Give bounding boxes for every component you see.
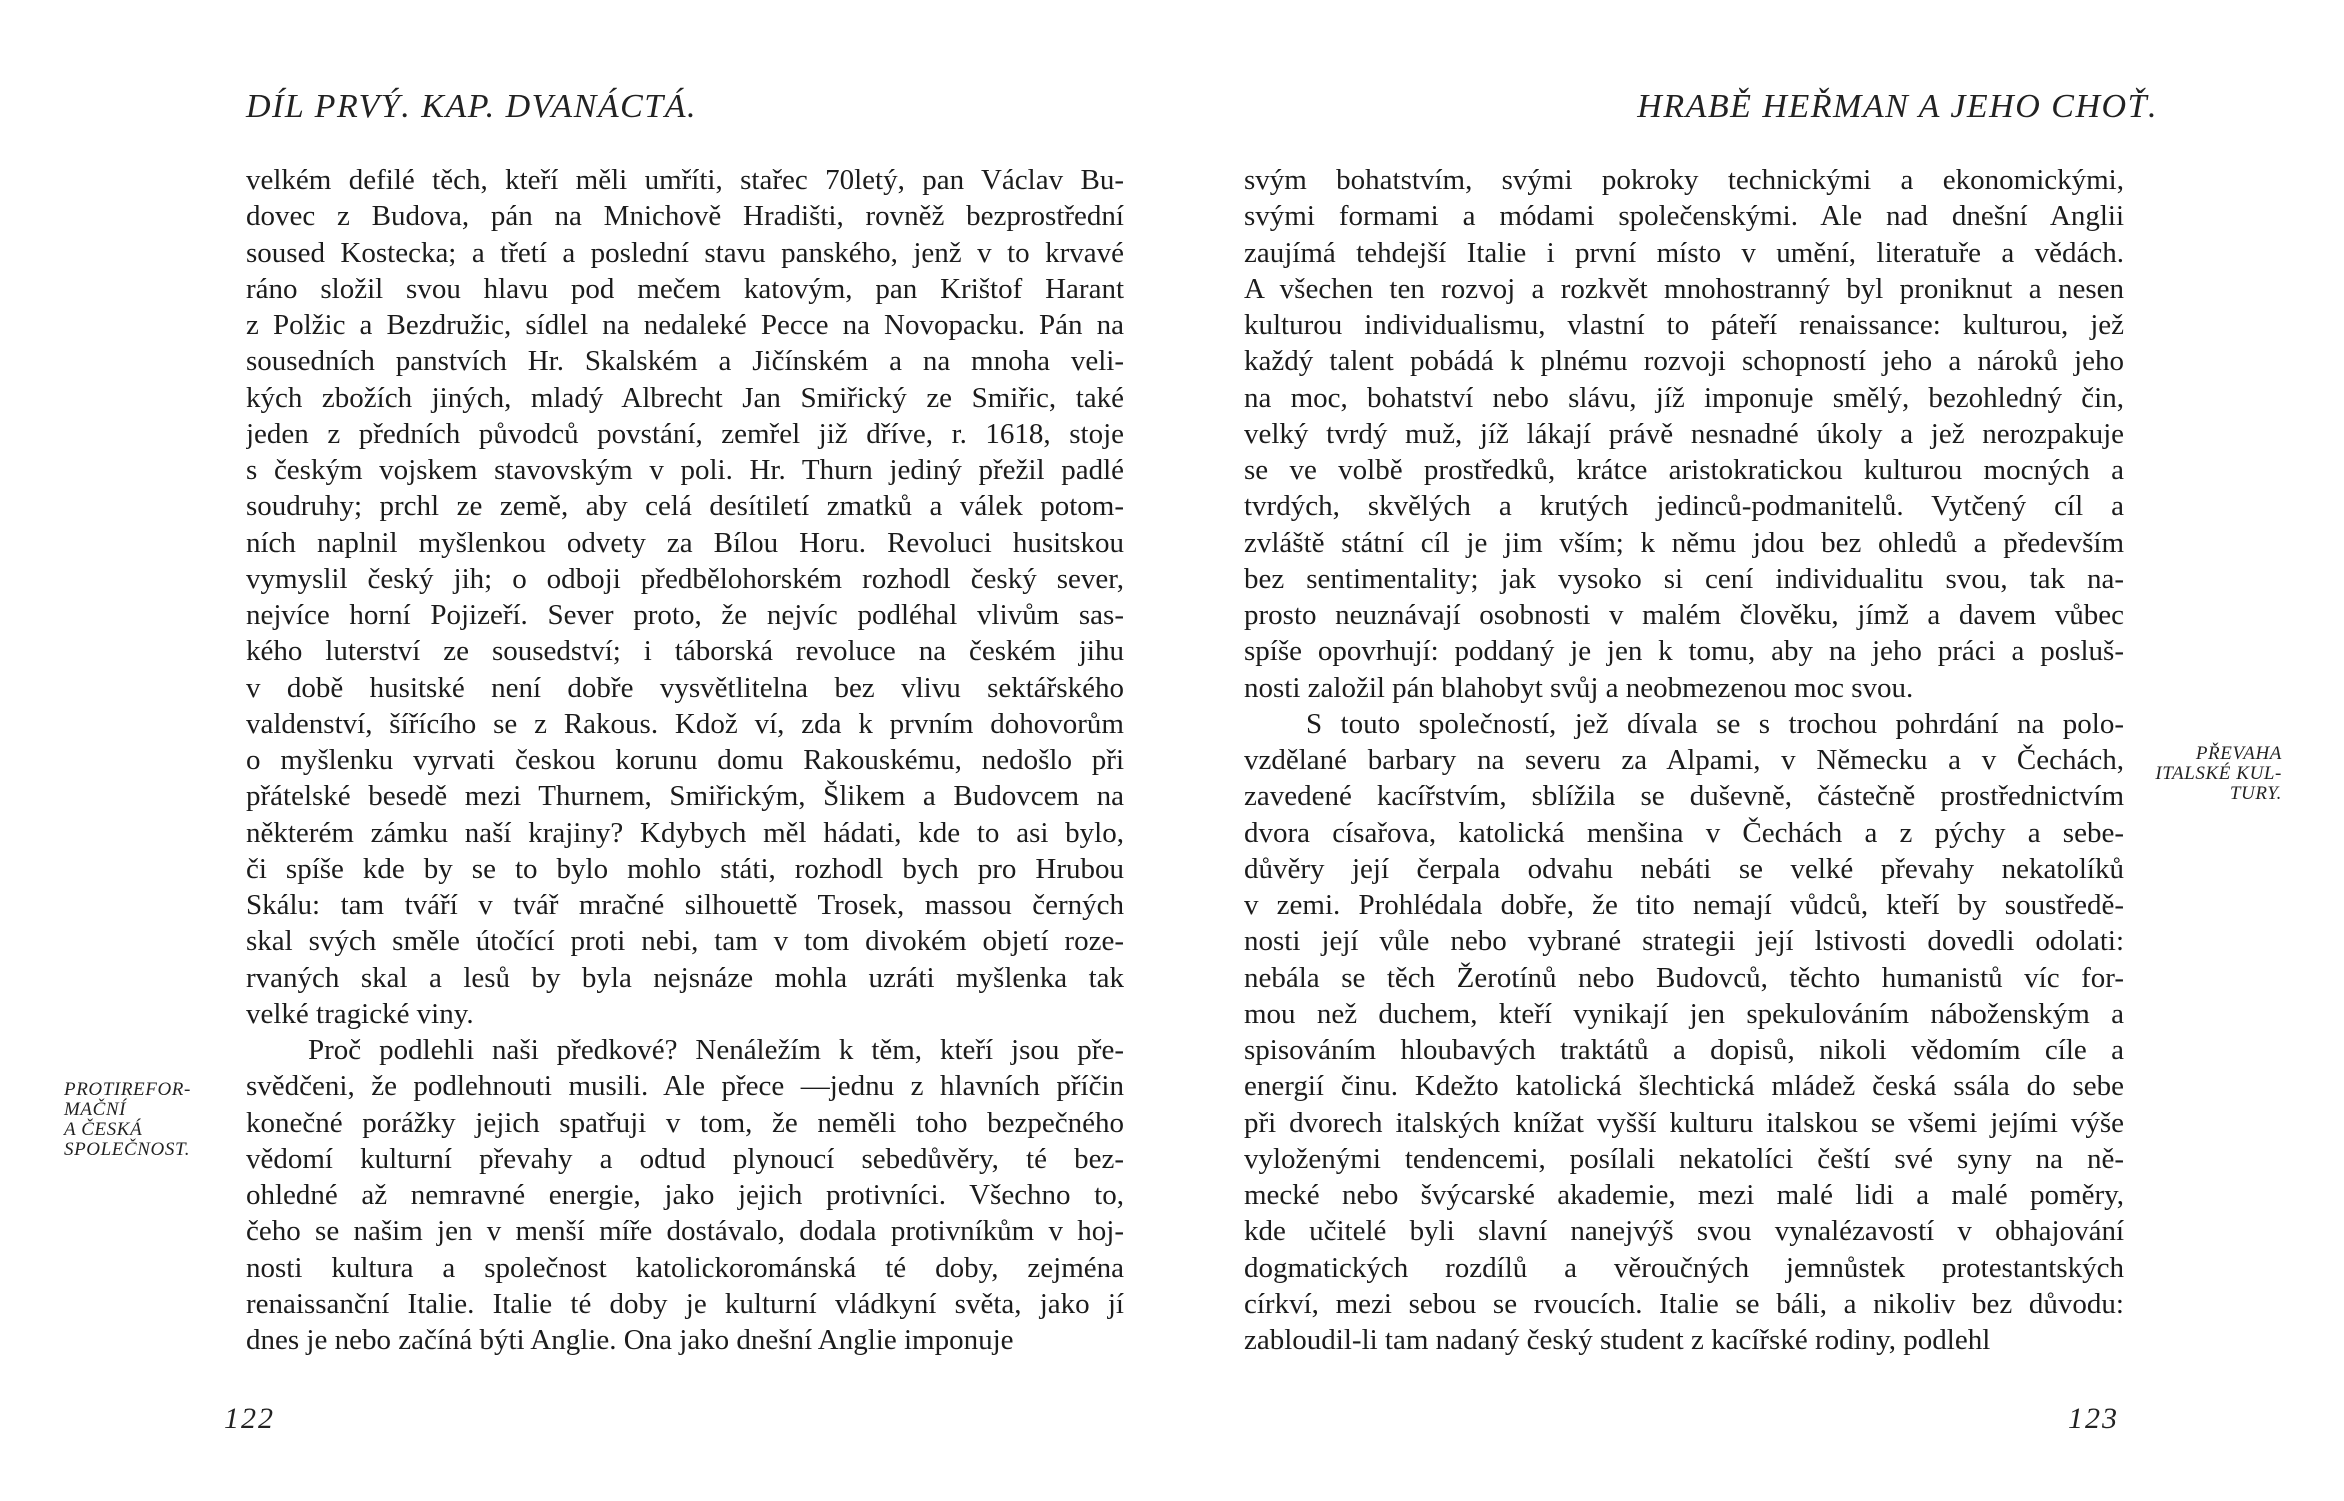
text-line: soudruhy; prchl ze země, aby celá desítiletí zmatků a válek potom-	[246, 490, 1124, 523]
text-line: A všechen ten rozvoj a rozkvět mnohostranný byl proniknut a nesen	[1244, 272, 2124, 305]
text-line: nosti založil pán blahobyt svůj a neobmezenou moc svou.	[1244, 671, 1914, 704]
text-line: vyloženými tendencemi, posílali nekatolíci čeští své syny na ně-	[1244, 1142, 2124, 1175]
text-line: se ve volbě prostředků, krátce aristokratickou kulturou mocných a	[1244, 454, 2124, 486]
margin-note-line: TURY.	[2229, 783, 2282, 804]
text-line: v zemi. Prohlédala dobře, že tito nemají vůdců, kteří by soustředě-	[1244, 889, 2124, 921]
text-line: s českým vojskem stavovským v poli. Hr. Thurn jediný přežil padlé	[246, 454, 1124, 486]
text-line: zavedené kacířstvím, sblížila se duševně, částečně prostřednictvím	[1244, 780, 2124, 813]
text-line: velké tragické viny.	[246, 997, 474, 1030]
text-line: ohledné až nemravné energie, jako jejich protivníci. Všechno to,	[246, 1179, 1124, 1211]
text-line: při dvorech italských knížat vyšší kulturu italskou se všemi jejími výše	[1244, 1106, 2124, 1139]
text-line: soused Kostecka; a třetí a poslední stavu panského, jenž v to krvavé	[246, 236, 1124, 269]
text-line: kulturou individualismu, vlastní to páteří renaissance: kulturou, jež	[1244, 309, 2124, 341]
text-line: o myšlenku vyrvati českou korunu domu Rakouskému, nedošlo při	[246, 744, 1124, 776]
text-line: svým bohatstvím, svými pokroky technickými a ekonomickými,	[1244, 164, 2124, 196]
running-head-left: DÍL PRVÝ. KAP. DVANÁCTÁ.	[246, 88, 697, 125]
text-line: z Polžic a Bezdružic, sídlel na nedaleké Pecce na Novopacku. Pán na	[246, 309, 1124, 341]
text-line: renaissanční Italie. Italie té doby je kulturní vládkyní světa, jako jí	[246, 1287, 1124, 1320]
text-line: dovec z Budova, pán na Mnichově Hradišti, rovněž bezprostřední	[246, 200, 1124, 233]
text-line: spisováním hloubavých traktátů a dopisů, nikoli vědomím cíle a	[1244, 1034, 2124, 1066]
text-line: čeho se našim jen v menší míře dostávalo, dodala protivníkům v hoj-	[246, 1215, 1124, 1248]
text-line: zaujímá tehdejší Italie i první místo v umění, literatuře a vědách.	[1244, 236, 2124, 269]
text-line: velkém defilé těch, kteří měli umříti, stařec 70letý, pan Václav Bu-	[246, 164, 1124, 196]
text-line: přátelské besedě mezi Thurnem, Smiřickým, Šlikem a Budovcem na	[246, 780, 1124, 813]
margin-note-line: A ČESKÁ	[64, 1119, 143, 1140]
text-line: mecké nebo švýcarské akademie, mezi malé lidi a malé poměry,	[1244, 1179, 2124, 1211]
text-line: kde učitelé byli slavní nanejvýš svou vynalézavostí v obhajování	[1244, 1215, 2124, 1248]
text-line: velký tvrdý muž, jíž lákají právě nesnadné úkoly a jež nerozpakuje	[1244, 417, 2124, 450]
text-line: mou než duchem, kteří vynikají jen spekulováním náboženským a	[1244, 997, 2124, 1030]
text-line: důvěry její čerpala odvahu nebáti se velké převahy nekatolíků	[1244, 852, 2124, 885]
text-line: nebála se těch Žerotínů nebo Budovců, těchto humanistů víc for-	[1244, 961, 2124, 994]
body-text-left	[246, 162, 1124, 1358]
text-line: tvrdých, skvělých a krutých jedinců-podmanitelů. Vytčený cíl a	[1244, 490, 2124, 523]
margin-note-line: SPOLEČNOST.	[64, 1139, 191, 1160]
text-line: zabloudil-li tam nadaný český student z kacířské rodiny, podlehl	[1244, 1324, 1991, 1356]
text-line: některém zámku naší krajiny? Kdybych měl hádati, kde to asi bylo,	[246, 816, 1124, 849]
text-line: či spíše kde by se to bylo mohlo státi, rozhodl bych pro Hrubou	[246, 852, 1124, 885]
text-line: valdenství, šířícího se z Rakous. Kdož ví, zda k prvním dohovorům	[246, 707, 1124, 740]
right-page	[1172, 0, 2344, 1501]
text-line: nosti její vůle nebo vybrané strategii její lstivosti dovedli odolati:	[1244, 925, 2124, 958]
text-line: vzdělané barbary na severu za Alpami, v Německu a v Čechách,	[1244, 744, 2124, 776]
text-line: vymyslil český jih; o odboji předbělohorském rozhodl český sever,	[246, 562, 1124, 595]
text-line: na moc, bohatství nebo slávu, jíž imponuje smělý, bezohledný čin,	[1244, 381, 2124, 414]
text-line: jeden z předních původců povstání, zemřel již dříve, r. 1618, stoje	[246, 417, 1124, 450]
text-line: dnes je nebo začíná býti Anglie. Ona jako dnešní Anglie imponuje	[246, 1324, 1014, 1356]
text-line: vědomí kulturní převahy a odtud plynoucí sebedůvěry, té bez-	[246, 1142, 1124, 1175]
text-line: kého luterství ze sousedství; i táborská revoluce na českém jihu	[246, 635, 1124, 668]
text-line: prosto neuznávají osobnosti v malém člověku, jímž a davem vůbec	[1244, 599, 2124, 631]
text-line: S touto společností, jež dívala se s trochou pohrdání na polo-	[1306, 707, 2124, 740]
text-line: dogmatických rozdílů a věroučných jemnůstek protestantských	[1244, 1251, 2124, 1284]
margin-note-line: PROTIREFOR-	[64, 1079, 191, 1100]
margin-note-line: MAČNÍ	[64, 1099, 127, 1120]
text-line: každý talent pobádá k plnému rozvoji schopností jeho a nároků jeho	[1244, 345, 2124, 378]
text-line: církví, mezi sebou se rvoucích. Italie se báli, a nikoliv bez důvodu:	[1244, 1287, 2124, 1320]
margin-note-right	[2132, 744, 2282, 804]
running-head-right: HRABĚ HEŘMAN A JEHO CHOŤ.	[1637, 88, 2158, 125]
margin-note-line: ITALSKÉ KUL-	[2155, 763, 2282, 784]
text-line: bez sentimentality; jak vysoko si cení individualitu svou, tak na-	[1244, 562, 2124, 595]
page-number-right: 123	[2068, 1402, 2119, 1435]
text-line: ních naplnil myšlenkou odvety za Bílou Horu. Revoluci husitskou	[246, 526, 1124, 559]
text-line: ráno složil svou hlavu pod mečem katovým, pan Krištof Harant	[246, 272, 1124, 305]
text-line: skal svých směle útočící proti nebi, tam v tom divokém objetí roze-	[246, 925, 1124, 958]
body-text-right	[1244, 162, 2124, 1358]
text-line: energií činu. Kdežto katolická šlechtická mládež česká ssála do sebe	[1244, 1070, 2124, 1103]
text-line: spíše opovrhují: poddaný je jen k tomu, aby na jeho práci a posluš-	[1244, 635, 2124, 668]
margin-note-left	[64, 1080, 191, 1160]
text-line: konečné porážky jejich spatřuji v tom, že neměli toho bezpečného	[246, 1106, 1124, 1139]
text-line: v době husitské není dobře vysvětlitelna bez vlivu sektářského	[246, 671, 1124, 704]
text-line: zvláště státní cíl je jim vším; k němu jdou bez ohledů a především	[1244, 526, 2124, 559]
page-number-left: 122	[224, 1402, 275, 1435]
text-line: Skálu: tam tváří v tvář mračné silhouettě Trosek, massou černých	[246, 889, 1124, 921]
text-line: rvaných skal a lesů by byla nejsnáze mohla uzráti myšlenka tak	[246, 961, 1124, 994]
text-line: sousedních panstvích Hr. Skalském a Jičínském a na mnoha veli-	[246, 345, 1124, 378]
text-line: svědčeni, že podlehnouti musili. Ale přece —jednu z hlavních příčin	[246, 1070, 1124, 1103]
margin-note-line: PŘEVAHA	[2195, 743, 2282, 764]
text-line: nejvíce horní Pojizeří. Sever proto, že nejvíc podléhal vlivům sas-	[246, 599, 1124, 631]
text-line: Proč podlehli naši předkové? Nenáležím k těm, kteří jsou pře-	[308, 1034, 1124, 1066]
text-line: kých zbožích jiných, mladý Albrecht Jan Smiřický ze Smiřic, také	[246, 381, 1124, 414]
text-line: svými formami a módami společenskými. Ale nad dnešní Anglii	[1244, 200, 2124, 233]
text-line: nosti kultura a společnost katolickorománská té doby, zejména	[246, 1251, 1124, 1284]
text-line: dvora císařova, katolická menšina v Čechách a z pýchy a sebe-	[1244, 816, 2124, 849]
